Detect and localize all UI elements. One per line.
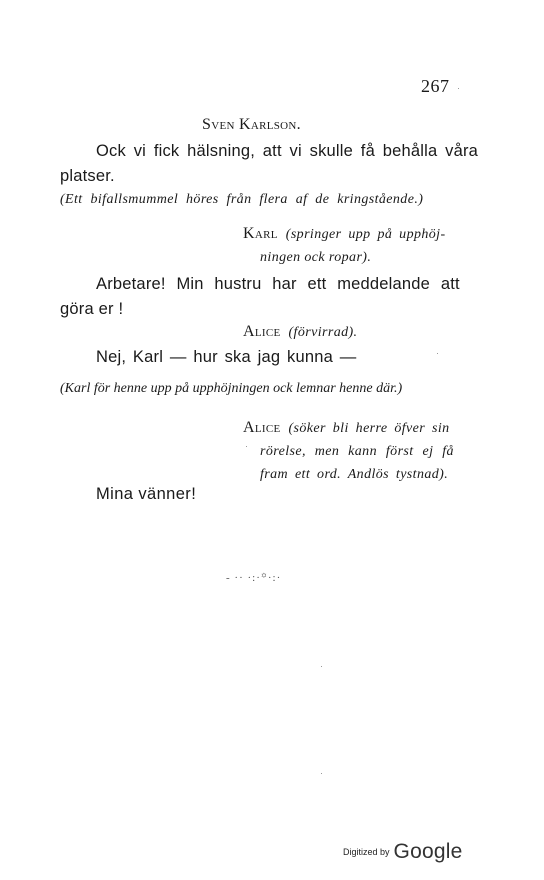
stage-direction: fram ett ord. Andlös tystnad). bbox=[260, 467, 449, 482]
stage-direction: (Ett bifallsmummel höres från flera af de kringstående.) bbox=[60, 192, 424, 207]
speaker-name: Karl bbox=[243, 225, 278, 242]
speaker-sven-karlson: Sven Karlson. bbox=[202, 116, 301, 133]
stage-direction: (springer upp på upphöj- bbox=[285, 227, 446, 242]
stage-direction: (förvirrad). bbox=[288, 325, 358, 340]
dialogue-line: platser. bbox=[60, 167, 115, 185]
stage-direction: (Karl för henne upp på upphöjningen ock lemnar henne där.) bbox=[60, 381, 403, 396]
dialogue-line: Arbetare! Min hustru har ett meddelande att bbox=[96, 275, 460, 293]
google-watermark bbox=[343, 840, 462, 864]
speaker-name: Alice bbox=[243, 323, 281, 340]
digitized-by-label: Digitized by bbox=[343, 847, 390, 857]
speaker-name: Alice bbox=[243, 419, 281, 436]
dialogue-line: Mina vänner! bbox=[96, 485, 197, 503]
ornament-divider: - ·· ·:·꙳·:· bbox=[226, 572, 282, 584]
speaker-karl bbox=[243, 225, 446, 243]
dialogue-line: Nej, Karl — hur ska jag kunna — bbox=[96, 348, 357, 366]
stage-direction: (söker bli herre öfver sin bbox=[288, 421, 450, 436]
google-logo: Google bbox=[393, 840, 463, 863]
dialogue-line: göra er ! bbox=[60, 300, 124, 318]
paper-speck bbox=[437, 353, 438, 354]
dialogue-line: Ock vi fick hälsning, att vi skulle få behålla våra bbox=[96, 142, 479, 160]
paper-speck bbox=[246, 446, 247, 447]
paper-speck bbox=[458, 88, 459, 89]
speaker-alice bbox=[243, 323, 357, 341]
stage-direction: ningen ock ropar). bbox=[260, 250, 372, 265]
paper-speck bbox=[321, 773, 322, 774]
paper-speck bbox=[321, 666, 322, 667]
stage-direction: rörelse, men kann först ej få bbox=[260, 444, 454, 459]
speaker-alice bbox=[243, 419, 450, 437]
page-number: 267 bbox=[421, 76, 450, 96]
